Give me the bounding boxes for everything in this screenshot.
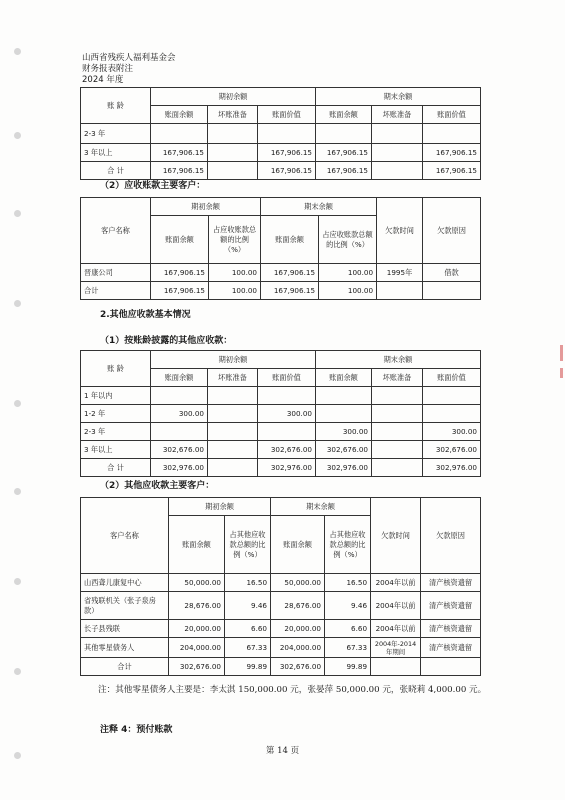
- cell: 1995年: [377, 264, 423, 282]
- sub-header: 坏账准备: [372, 106, 423, 124]
- cell: 28,676.00: [271, 592, 325, 620]
- table-row: [81, 124, 481, 144]
- cell: 20,000.00: [169, 620, 225, 638]
- cell: 2004年以前: [371, 574, 421, 592]
- cell: 302,976.00: [423, 459, 481, 477]
- cell: 302,676.00: [423, 441, 481, 459]
- cell: 167,906.15: [423, 144, 481, 162]
- cell: 16.50: [225, 574, 271, 592]
- customer-name: 省残联机关（张子泉房款）: [81, 592, 169, 620]
- cell: [208, 144, 258, 162]
- cell: 300.00: [151, 405, 208, 423]
- cell: 167,906.15: [316, 144, 372, 162]
- binder-holes: [14, 0, 24, 800]
- cell: [208, 423, 258, 441]
- cell: [258, 124, 316, 144]
- sub-header: 账面价值: [258, 369, 316, 387]
- sub-header: 占应收账款总额的比例（%）: [209, 216, 261, 264]
- other-receivable-customers-table: [80, 497, 481, 676]
- col-header-end: 期末余额: [261, 198, 377, 216]
- binder-hole: [14, 400, 21, 407]
- section-heading: 注释 4：预付账款: [100, 725, 173, 735]
- cell: 20,000.00: [271, 620, 325, 638]
- table-row: [81, 144, 481, 162]
- cell: 清产核资遗留: [421, 620, 481, 638]
- cell: 167,906.15: [423, 162, 481, 180]
- table-row: [81, 459, 481, 477]
- sub-header: 账面余额: [271, 516, 325, 574]
- cell: 67.33: [225, 638, 271, 658]
- cell: 302,976.00: [151, 459, 208, 477]
- cell: 167,906.15: [151, 264, 209, 282]
- cell: 300.00: [258, 405, 316, 423]
- cell: [423, 405, 481, 423]
- cell: 28,676.00: [169, 592, 225, 620]
- receivable-aging-table: [80, 87, 481, 180]
- table-row: [81, 592, 481, 620]
- cell: [372, 387, 423, 405]
- table-row: [81, 620, 481, 638]
- col-header-reason: 欠款原因: [421, 498, 481, 574]
- cell: 100.00: [319, 282, 377, 300]
- doc-year: 2024 年度: [82, 75, 124, 85]
- cell: 167,906.15: [316, 162, 372, 180]
- cell: 清产核资遗留: [421, 638, 481, 658]
- binder-hole: [14, 300, 21, 307]
- doc-title: 财务报表附注: [82, 64, 134, 74]
- cell: 302,976.00: [316, 459, 372, 477]
- other-receivable-aging-table: [80, 350, 481, 477]
- sub-header: 账面价值: [423, 106, 481, 124]
- cell: [151, 124, 208, 144]
- table-row: [81, 574, 481, 592]
- sub-header: 账面余额: [169, 516, 225, 574]
- table-row: [81, 638, 481, 658]
- cell: 借款: [423, 264, 481, 282]
- cell: 清产核资遗留: [421, 574, 481, 592]
- cell: [316, 405, 372, 423]
- cell: [423, 282, 481, 300]
- cell: 204,000.00: [169, 638, 225, 658]
- row-label: 2-3 年: [81, 124, 151, 144]
- cell: [372, 441, 423, 459]
- cell: 302,676.00: [316, 441, 372, 459]
- binder-hole: [14, 668, 21, 675]
- col-header-time: 欠款时间: [377, 198, 423, 264]
- cell: 167,906.15: [261, 264, 319, 282]
- cell: 300.00: [423, 423, 481, 441]
- binder-hole: [14, 132, 21, 139]
- cell: 100.00: [209, 264, 261, 282]
- cell: [423, 124, 481, 144]
- cell: [372, 459, 423, 477]
- page-number: 第 14 页: [265, 746, 300, 756]
- cell: 302,676.00: [271, 658, 325, 676]
- sub-header: 账面余额: [316, 106, 372, 124]
- cell: [421, 658, 481, 676]
- cell: 2004年以前: [371, 620, 421, 638]
- sub-header: 账面价值: [258, 106, 316, 124]
- cell: 2004年以前: [371, 592, 421, 620]
- receivable-customers-table: [80, 197, 481, 300]
- sub-header: 坏账准备: [372, 369, 423, 387]
- row-label: 3 年以上: [81, 441, 151, 459]
- cell: 302,676.00: [258, 441, 316, 459]
- table-row: [81, 387, 481, 405]
- customer-name: 合计: [81, 658, 169, 676]
- table-row: [81, 423, 481, 441]
- table-row: [81, 658, 481, 676]
- sub-header: 账面余额: [261, 216, 319, 264]
- col-header-begin: 期初余额: [151, 88, 316, 106]
- cell: 16.50: [325, 574, 371, 592]
- row-label: 3 年以上: [81, 144, 151, 162]
- col-header-begin: 期初余额: [151, 198, 261, 216]
- cell: [372, 124, 423, 144]
- cell: 50,000.00: [169, 574, 225, 592]
- section-heading: （2）其他应收款主要客户：: [100, 481, 215, 491]
- col-header-name: 客户名称: [81, 498, 169, 574]
- cell: 204,000.00: [271, 638, 325, 658]
- col-header-end: 期末余额: [316, 351, 481, 369]
- cell: [371, 658, 421, 676]
- sub-header: 坏账准备: [208, 106, 258, 124]
- sub-header: 占其他应收款总额的比例（%）: [325, 516, 371, 574]
- table-row: [81, 162, 481, 180]
- sub-header: 账面余额: [151, 369, 208, 387]
- row-label: 1-2 年: [81, 405, 151, 423]
- row-label: 合 计: [81, 162, 151, 180]
- section-heading: （1）按账龄披露的其他应收款：: [100, 336, 233, 346]
- cell: 99.89: [325, 658, 371, 676]
- col-header-reason: 欠款原因: [423, 198, 481, 264]
- section-heading: 2.其他应收款基本情况: [100, 310, 191, 320]
- table-row: [81, 441, 481, 459]
- col-header-end: 期末余额: [271, 498, 371, 516]
- cell: 6.60: [225, 620, 271, 638]
- cell: 167,906.15: [258, 144, 316, 162]
- cell: 100.00: [209, 282, 261, 300]
- sub-header: 账面价值: [423, 369, 481, 387]
- sub-header: 账面余额: [316, 369, 372, 387]
- customer-name: 其他零星债务人: [81, 638, 169, 658]
- row-label: 1 年以内: [81, 387, 151, 405]
- cell: 清产核资遗留: [421, 592, 481, 620]
- cell: [316, 124, 372, 144]
- cell: [372, 144, 423, 162]
- col-header-age: 账 龄: [81, 351, 151, 387]
- cell: [377, 282, 423, 300]
- table-row: [81, 282, 481, 300]
- section-heading: （2）应收账款主要客户：: [100, 181, 206, 191]
- cell: 100.00: [319, 264, 377, 282]
- binder-hole: [14, 210, 21, 217]
- cell: [208, 162, 258, 180]
- cell: 167,906.15: [261, 282, 319, 300]
- col-header-end: 期末余额: [316, 88, 481, 106]
- customer-name: 晋康公司: [81, 264, 151, 282]
- sub-header: 坏账准备: [208, 369, 258, 387]
- cell: 6.60: [325, 620, 371, 638]
- customer-name: 山西聋儿康复中心: [81, 574, 169, 592]
- sub-header: 账面余额: [151, 106, 208, 124]
- col-header-begin: 期初余额: [151, 351, 316, 369]
- binder-hole: [14, 578, 21, 585]
- sub-header: 占其他应收款总额的比例（%）: [225, 516, 271, 574]
- sub-header: 占应收账款总额的比例（%）: [319, 216, 377, 264]
- cell: [423, 387, 481, 405]
- note-text: 注：其他零星债务人主要是：李太淇 150,000.00 元，张晏萍 50,000.00 元，张晓莉 4,000.00 元。: [98, 685, 487, 695]
- binder-hole: [14, 48, 21, 55]
- cell: [316, 387, 372, 405]
- cell: [372, 162, 423, 180]
- cell: [208, 405, 258, 423]
- org-name: 山西省残疾人福利基金会: [82, 53, 176, 63]
- row-label: 合 计: [81, 459, 151, 477]
- col-header-age: 账 龄: [81, 88, 151, 124]
- cell: [258, 387, 316, 405]
- cell: 167,906.15: [151, 144, 208, 162]
- col-header-name: 客户名称: [81, 198, 151, 264]
- binder-hole: [14, 488, 21, 495]
- cell: 2004年-2014年期间: [371, 638, 421, 658]
- cell: [258, 423, 316, 441]
- row-label: 2-3 年: [81, 423, 151, 441]
- cell: [151, 387, 208, 405]
- cell: 167,906.15: [151, 162, 208, 180]
- sub-header: 账面余额: [151, 216, 209, 264]
- table-row: [81, 405, 481, 423]
- cell: 302,676.00: [151, 441, 208, 459]
- customer-name: 合计: [81, 282, 151, 300]
- seal-mark: [560, 368, 563, 378]
- cell: 302,976.00: [258, 459, 316, 477]
- cell: 9.46: [325, 592, 371, 620]
- cell: 99.89: [225, 658, 271, 676]
- cell: [208, 124, 258, 144]
- col-header-begin: 期初余额: [169, 498, 271, 516]
- cell: [372, 405, 423, 423]
- cell: 300.00: [316, 423, 372, 441]
- cell: 167,906.15: [258, 162, 316, 180]
- cell: 9.46: [225, 592, 271, 620]
- cell: [151, 423, 208, 441]
- cell: [208, 459, 258, 477]
- col-header-time: 欠款时间: [371, 498, 421, 574]
- cell: 50,000.00: [271, 574, 325, 592]
- cell: 167,906.15: [151, 282, 209, 300]
- cell: 302,676.00: [169, 658, 225, 676]
- cell: 67.33: [325, 638, 371, 658]
- cell: [208, 387, 258, 405]
- cell: [208, 441, 258, 459]
- seal-mark: [560, 345, 563, 361]
- table-row: [81, 264, 481, 282]
- cell: [372, 423, 423, 441]
- customer-name: 长子县残联: [81, 620, 169, 638]
